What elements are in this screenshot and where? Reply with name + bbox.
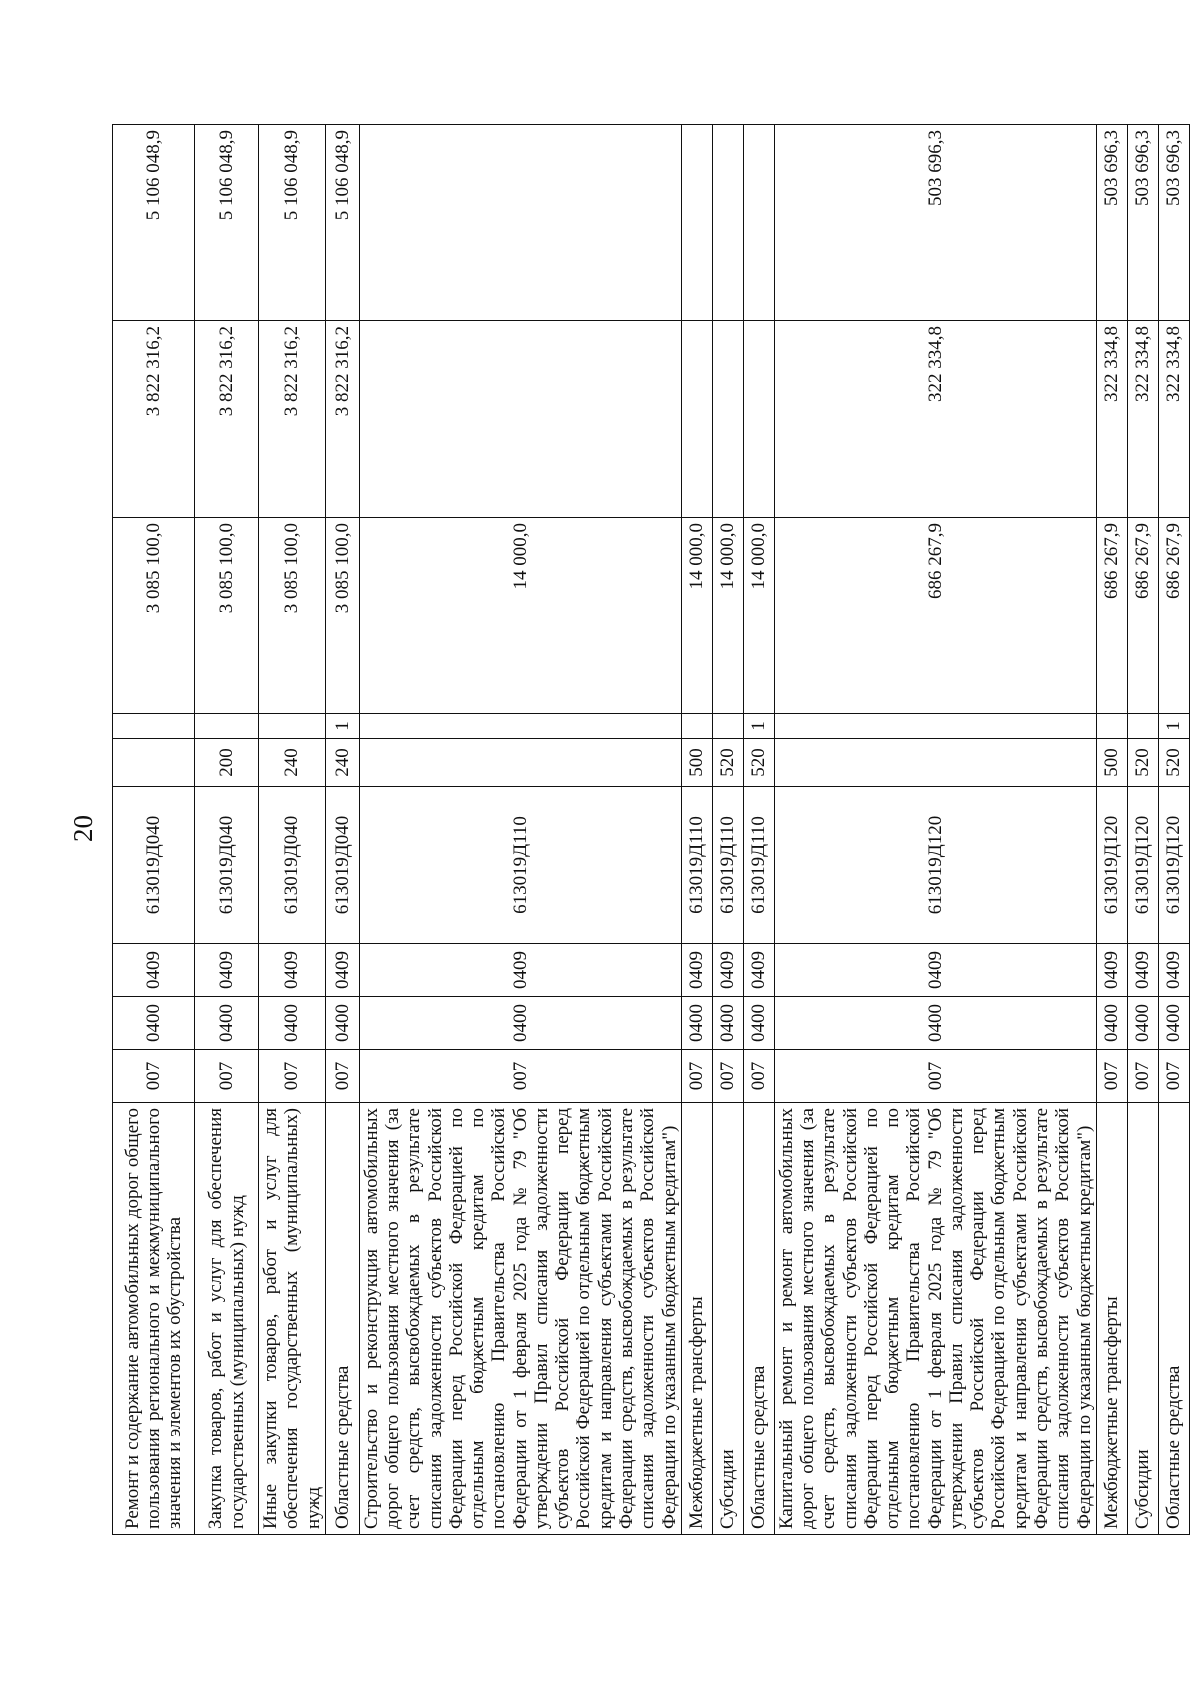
csr-code-cell: 613019Д110 [743, 787, 774, 944]
source-mark-cell [774, 714, 1096, 739]
gr-code-cell: 007 [681, 1050, 712, 1103]
pr-code-cell: 0409 [1158, 944, 1189, 997]
gr-code-cell: 007 [259, 1050, 326, 1103]
gr-code-cell: 007 [359, 1050, 681, 1103]
vr-code-cell [359, 739, 681, 787]
rz-code-cell: 0400 [259, 997, 326, 1050]
amount-2026-cell: 322 334,8 [1096, 321, 1127, 518]
gr-code-cell: 007 [1158, 1050, 1189, 1103]
rz-code-cell: 0400 [712, 997, 743, 1050]
row-name-cell: Субсидии [1127, 1103, 1158, 1535]
table-row [1158, 125, 1189, 1535]
row-name-cell: Строительство и реконструкция автомобильных дорог общего пользования местного значения (за счет средств, высвобождаемых в результате списания задолженности субъектов Российской Федерации перед Российской Федерацией по отдельным бюджетным кредитам по постановлению Правительства Российской Федерации от 1 февраля 2025 года № 79 "Об утверждении Правил списания задолженности субъектов Российской Федерации перед Российской Федерацией по отдельным бюджетным кредитам и направления субъектами Российской Федерации средств, высвобождаемых в результате списания задолженности субъектов Российской Федерации по указанным бюджетным кредитам") [359, 1103, 681, 1535]
amount-2025-cell: 3 085 100,0 [325, 518, 359, 714]
gr-code-cell: 007 [113, 1050, 195, 1103]
amount-2027-cell: 503 696,3 [1096, 125, 1127, 321]
rz-code-cell: 0400 [113, 997, 195, 1050]
source-mark-cell [681, 714, 712, 739]
budget-table [112, 124, 1190, 1535]
amount-2027-cell: 5 106 048,9 [195, 125, 259, 321]
amount-2025-cell: 686 267,9 [1096, 518, 1127, 714]
pr-code-cell: 0409 [195, 944, 259, 997]
vr-code-cell: 500 [1096, 739, 1127, 787]
source-mark-cell [1096, 714, 1127, 739]
source-mark-cell [113, 714, 195, 739]
gr-code-cell: 007 [1127, 1050, 1158, 1103]
source-mark-cell [259, 714, 326, 739]
row-name-cell: Областные средства [325, 1103, 359, 1535]
vr-code-cell: 500 [681, 739, 712, 787]
amount-2025-cell: 686 267,9 [1127, 518, 1158, 714]
pr-code-cell: 0409 [774, 944, 1096, 997]
vr-code-cell: 520 [1158, 739, 1189, 787]
vr-code-cell: 240 [259, 739, 326, 787]
amount-2027-cell [681, 125, 712, 321]
pr-code-cell: 0409 [1127, 944, 1158, 997]
csr-code-cell: 613019Д040 [325, 787, 359, 944]
source-mark-cell [712, 714, 743, 739]
pr-code-cell: 0409 [1096, 944, 1127, 997]
rz-code-cell: 0400 [681, 997, 712, 1050]
source-mark-cell [1127, 714, 1158, 739]
pr-code-cell: 0409 [325, 944, 359, 997]
amount-2026-cell: 3 822 316,2 [259, 321, 326, 518]
gr-code-cell: 007 [325, 1050, 359, 1103]
amount-2025-cell: 686 267,9 [774, 518, 1096, 714]
gr-code-cell: 007 [195, 1050, 259, 1103]
amount-2026-cell [743, 321, 774, 518]
gr-code-cell: 007 [1096, 1050, 1127, 1103]
amount-2026-cell: 3 822 316,2 [195, 321, 259, 518]
rz-code-cell: 0400 [359, 997, 681, 1050]
gr-code-cell: 007 [712, 1050, 743, 1103]
table-row [113, 125, 195, 1535]
vr-code-cell: 520 [712, 739, 743, 787]
pr-code-cell: 0409 [681, 944, 712, 997]
rz-code-cell: 0400 [1096, 997, 1127, 1050]
csr-code-cell: 613019Д120 [774, 787, 1096, 944]
amount-2026-cell: 3 822 316,2 [113, 321, 195, 518]
table-row [325, 125, 359, 1535]
table-row [681, 125, 712, 1535]
amount-2026-cell: 3 822 316,2 [325, 321, 359, 518]
table-row [259, 125, 326, 1535]
csr-code-cell: 613019Д120 [1127, 787, 1158, 944]
csr-code-cell: 613019Д040 [259, 787, 326, 944]
row-name-cell: Областные средства [1158, 1103, 1189, 1535]
table-row [195, 125, 259, 1535]
pr-code-cell: 0409 [259, 944, 326, 997]
pr-code-cell: 0409 [712, 944, 743, 997]
csr-code-cell: 613019Д040 [195, 787, 259, 944]
amount-2025-cell: 3 085 100,0 [195, 518, 259, 714]
amount-2027-cell: 503 696,3 [1127, 125, 1158, 321]
source-mark-cell [359, 714, 681, 739]
amount-2026-cell: 322 334,8 [1158, 321, 1189, 518]
pr-code-cell: 0409 [113, 944, 195, 997]
row-name-cell: Межбюджетные трансферты [681, 1103, 712, 1535]
rz-code-cell: 0400 [743, 997, 774, 1050]
amount-2027-cell: 5 106 048,9 [113, 125, 195, 321]
row-name-cell: Субсидии [712, 1103, 743, 1535]
rz-code-cell: 0400 [195, 997, 259, 1050]
rz-code-cell: 0400 [325, 997, 359, 1050]
csr-code-cell: 613019Д040 [113, 787, 195, 944]
pr-code-cell: 0409 [743, 944, 774, 997]
table-row [774, 125, 1096, 1535]
vr-code-cell [113, 739, 195, 787]
vr-code-cell: 240 [325, 739, 359, 787]
amount-2025-cell: 3 085 100,0 [113, 518, 195, 714]
pr-code-cell: 0409 [359, 944, 681, 997]
vr-code-cell [774, 739, 1096, 787]
amount-2027-cell [743, 125, 774, 321]
csr-code-cell: 613019Д120 [1158, 787, 1189, 944]
table-row [712, 125, 743, 1535]
table-row [1096, 125, 1127, 1535]
source-mark-cell [195, 714, 259, 739]
amount-2027-cell: 5 106 048,9 [325, 125, 359, 321]
rz-code-cell: 0400 [1158, 997, 1189, 1050]
csr-code-cell: 613019Д110 [712, 787, 743, 944]
amount-2027-cell: 503 696,3 [774, 125, 1096, 321]
row-name-cell: Областные средства [743, 1103, 774, 1535]
table-row [1127, 125, 1158, 1535]
source-mark-cell: 1 [1158, 714, 1189, 739]
vr-code-cell: 520 [743, 739, 774, 787]
amount-2025-cell: 14 000,0 [681, 518, 712, 714]
rz-code-cell: 0400 [774, 997, 1096, 1050]
table-row [359, 125, 681, 1535]
row-name-cell: Иные закупки товаров, работ и услуг для обеспечения государственных (муниципальных) нужд [259, 1103, 326, 1535]
source-mark-cell: 1 [743, 714, 774, 739]
rotated-table-wrapper [112, 125, 1185, 1535]
amount-2027-cell [359, 125, 681, 321]
amount-2026-cell: 322 334,8 [774, 321, 1096, 518]
amount-2025-cell: 14 000,0 [743, 518, 774, 714]
amount-2025-cell: 3 085 100,0 [259, 518, 326, 714]
rz-code-cell: 0400 [1127, 997, 1158, 1050]
amount-2025-cell: 14 000,0 [712, 518, 743, 714]
csr-code-cell: 613019Д120 [1096, 787, 1127, 944]
row-name-cell: Ремонт и содержание автомобильных дорог общего пользования регионального и межмуниципального значения и элементов их обустройства [113, 1103, 195, 1535]
amount-2027-cell: 503 696,3 [1158, 125, 1189, 321]
amount-2027-cell: 5 106 048,9 [259, 125, 326, 321]
amount-2026-cell [681, 321, 712, 518]
vr-code-cell: 200 [195, 739, 259, 787]
row-name-cell: Закупка товаров, работ и услуг для обеспечения государственных (муниципальных) нужд [195, 1103, 259, 1535]
gr-code-cell: 007 [774, 1050, 1096, 1103]
row-name-cell: Межбюджетные трансферты [1096, 1103, 1127, 1535]
amount-2025-cell: 686 267,9 [1158, 518, 1189, 714]
page-number: 20 [68, 815, 98, 842]
gr-code-cell: 007 [743, 1050, 774, 1103]
table-row [743, 125, 774, 1535]
csr-code-cell: 613019Д110 [359, 787, 681, 944]
vr-code-cell: 520 [1127, 739, 1158, 787]
row-name-cell: Капитальный ремонт и ремонт автомобильных дорог общего пользования местного значения (за счет средств, высвобождаемых в результате списания задолженности субъектов Российской Федерации перед Российской Федерацией по отдельным бюджетным кредитам по постановлению Правительства Российской Федерации от 1 февраля 2025 года № 79 "Об утверждении Правил списания задолженности субъектов Российской Федерации перед Российской Федерацией по отдельным бюджетным кредитам и направления субъектами Российской Федерации средств, высвобождаемых в результате списания задолженности субъектов Российской Федерации по указанным бюджетным кредитам") [774, 1103, 1096, 1535]
source-mark-cell: 1 [325, 714, 359, 739]
amount-2026-cell: 322 334,8 [1127, 321, 1158, 518]
amount-2025-cell: 14 000,0 [359, 518, 681, 714]
csr-code-cell: 613019Д110 [681, 787, 712, 944]
amount-2026-cell [359, 321, 681, 518]
amount-2027-cell [712, 125, 743, 321]
budget-table-body [113, 125, 1190, 1535]
amount-2026-cell [712, 321, 743, 518]
